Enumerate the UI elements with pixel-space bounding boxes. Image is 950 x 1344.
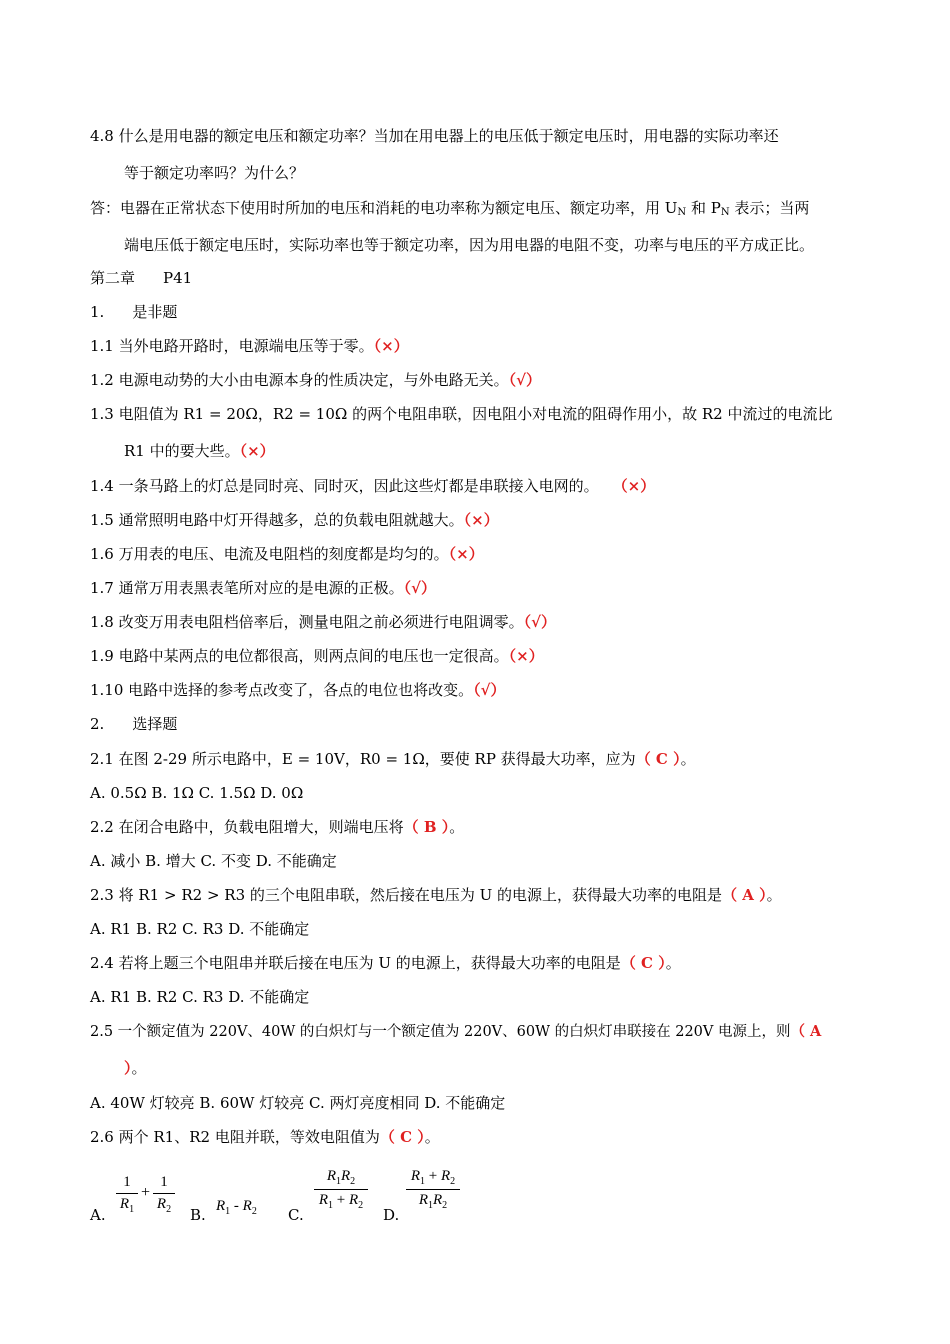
plus-sign: +: [141, 1184, 151, 1201]
formula-one-over-r2: 1 $R_2$: [153, 1174, 175, 1215]
mc-item-2-6: 2.6 两个 R1、R2 电阻并联，等效电阻值为（ C ）。: [90, 1128, 440, 1146]
tf-item-1-3: 1.3 电阻值为 R1 = 20Ω，R2 = 10Ω 的两个电阻串联，因电阻小对电流的阻碍作用小，故 R2 中流过的电流比: [90, 405, 833, 423]
formula-sum-over-product: $R_1 + R_2$ $R_1R_2$: [406, 1168, 460, 1211]
tf-item-1-3-cont: R1 中的要大些。（×）: [124, 442, 275, 460]
option-a-label: A.: [90, 1206, 106, 1224]
tf-item-1-1: 1.1 当外电路开路时，电源端电压等于零。（×）: [90, 337, 409, 355]
question-4-8-line1: 4.8 什么是用电器的额定电压和额定功率？当加在用电器上的电压低于额定电压时，用电器的实际功率还: [90, 127, 779, 145]
mc-item-2-5-options: A. 40W 灯较亮 B. 60W 灯较亮 C. 两灯亮度相同 D. 不能确定: [90, 1094, 506, 1112]
chapter-heading: 第二章 P41: [90, 269, 193, 287]
mc-item-2-5: 2.5 一个额定值为 220V、40W 的白炽灯与一个额定值为 220V、60W 的白炽灯串联接在 220V 电源上，则（ A: [90, 1023, 822, 1040]
tf-item-1-10: 1.10 电路中选择的参考点改变了，各点的电位也将改变。（√）: [90, 681, 506, 699]
question-4-8-line2: 等于额定功率吗？为什么？: [124, 164, 305, 182]
mc-item-2-5-cont: ）。: [124, 1059, 147, 1077]
option-d-label: D.: [383, 1206, 400, 1224]
mc-item-2-3-options: A. R1 B. R2 C. R3 D. 不能确定: [90, 920, 310, 938]
tf-item-1-2: 1.2 电源电动势的大小由电源本身的性质决定，与外电路无关。（√）: [90, 371, 541, 389]
mc-item-2-1-options: A. 0.5Ω B. 1Ω C. 1.5Ω D. 0Ω: [90, 784, 304, 802]
formula-one-over-r1: 1 $R_1$: [116, 1174, 138, 1215]
mc-item-2-1: 2.1 在图 2-29 所示电路中，E = 10V，R0 = 1Ω，要使 RP 获得最大功率，应为（ C ）。: [90, 750, 696, 768]
mc-item-2-2-options: A. 减小 B. 增大 C. 不变 D. 不能确定: [90, 852, 337, 870]
tf-item-1-9: 1.9 电路中某两点的电位都很高，则两点间的电压也一定很高。（×）: [90, 647, 544, 665]
tf-item-1-8: 1.8 改变万用表电阻档倍率后，测量电阻之前必须进行电阻调零。（√）: [90, 613, 556, 631]
mc-item-2-4-options: A. R1 B. R2 C. R3 D. 不能确定: [90, 988, 310, 1006]
formula-product-over-sum: $R_1R_2$ $R_1 + R_2$: [314, 1168, 368, 1211]
answer-4-8-line2: 端电压低于额定电压时，实际功率也等于额定功率，因为用电器的电阻不变，功率与电压的平方成正比。: [124, 236, 815, 254]
formula-r1-minus-r2: $R_1 - R_2$: [216, 1198, 257, 1217]
tf-item-1-6: 1.6 万用表的电压、电流及电阻档的刻度都是均匀的。（×）: [90, 545, 484, 563]
mc-item-2-4: 2.4 若将上题三个电阻串并联后接在电压为 U 的电源上，获得最大功率的电阻是（ C ）。: [90, 954, 681, 972]
section-multiple-choice-heading: 2. 选择题: [90, 715, 178, 733]
mc-item-2-3: 2.3 将 R1 > R2 > R3 的三个电阻串联，然后接在电压为 U 的电源上，获得最大功率的电阻是（ A ）。: [90, 886, 782, 904]
option-c-label: C.: [288, 1206, 304, 1224]
tf-item-1-5: 1.5 通常照明电路中灯开得越多，总的负载电阻就越大。（×）: [90, 511, 499, 529]
tf-item-1-4: 1.4 一条马路上的灯总是同时亮、同时灭，因此这些灯都是串联接入电网的。 （×）: [90, 477, 656, 495]
option-b-label: B.: [190, 1206, 206, 1224]
tf-item-1-7: 1.7 通常万用表黑表笔所对应的是电源的正极。（√）: [90, 579, 436, 597]
section-true-false-heading: 1. 是非题: [90, 303, 178, 321]
answer-4-8-line1: 答：电器在正常状态下使用时所加的电压和消耗的电功率称为额定电压、额定功率，用 $U_N$ 和 $P_N$ 表示；当两: [90, 199, 810, 218]
mc-item-2-2: 2.2 在闭合电路中，负载电阻增大，则端电压将（ B ）。: [90, 818, 465, 836]
